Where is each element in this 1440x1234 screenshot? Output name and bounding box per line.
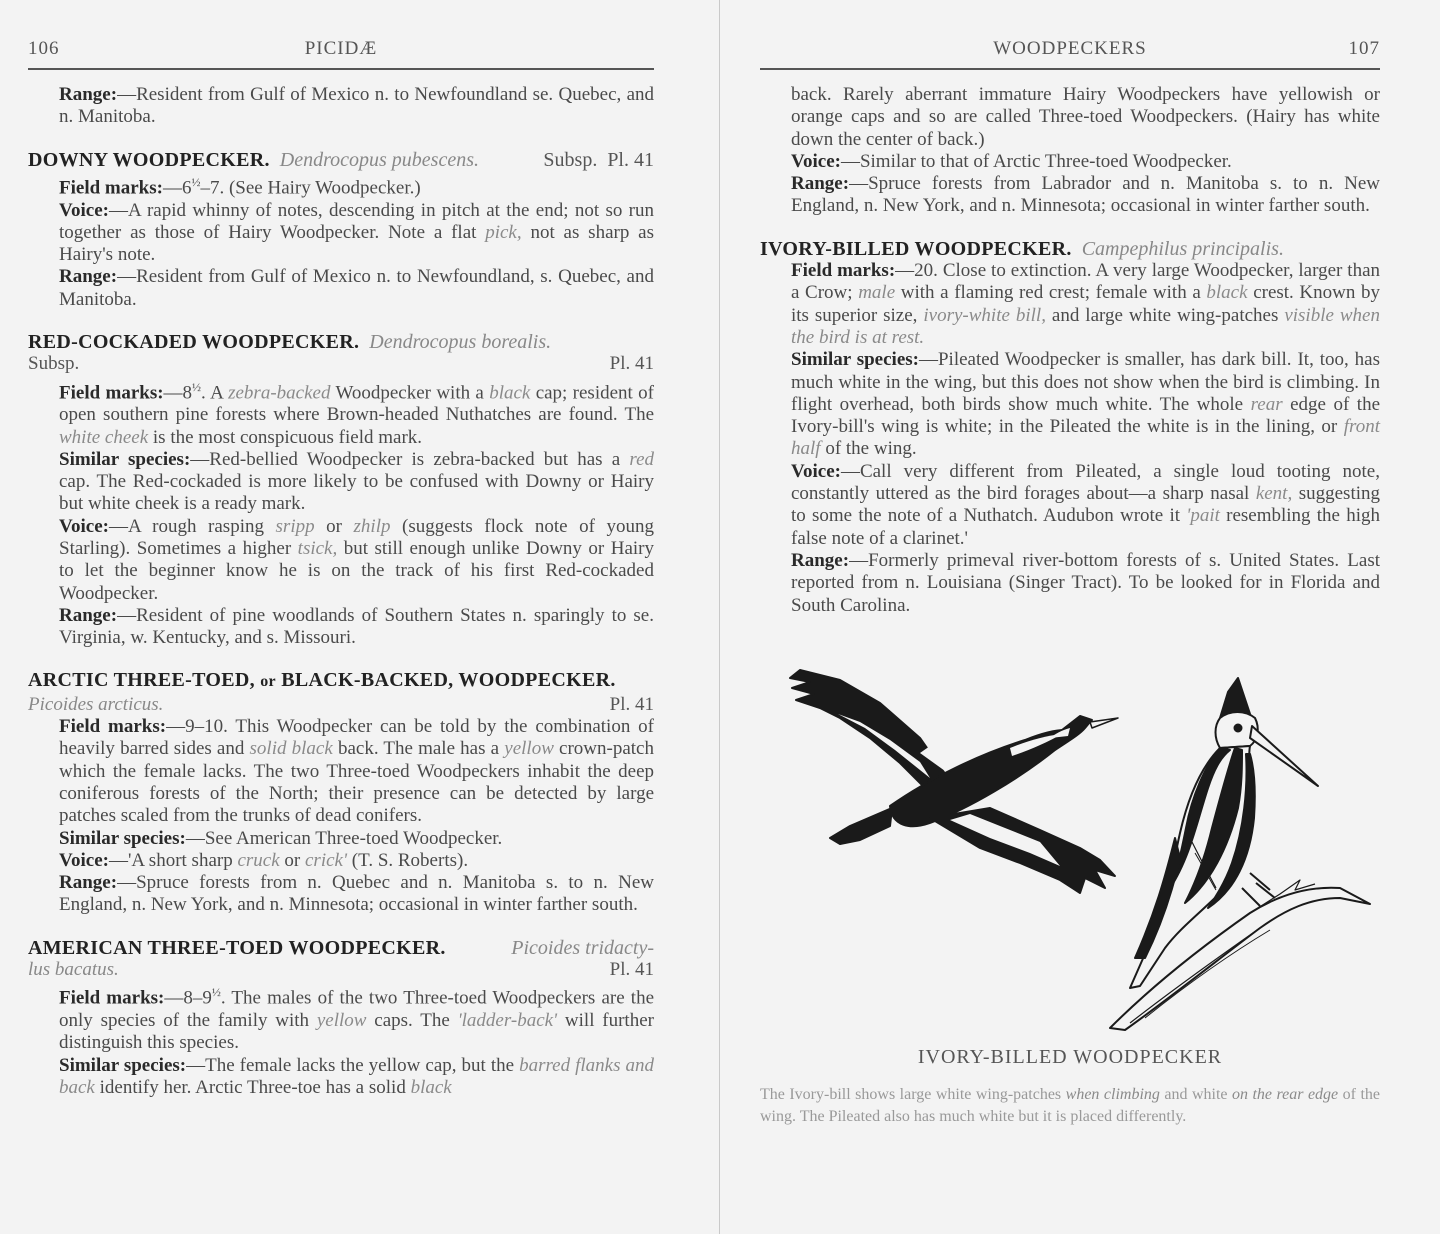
species-arctic-three-toed: ARCTIC THREE-TOED, or BLACK-BACKED, WOODPECKER. Picoides arcticus. Pl. 41 Field marks:—9–10. This Woodpecker can be told by the combination of heavily barred sides and solid black back. The male has a yellow crown-patch which the female lacks. The two Three-toed Woodpeckers inhabit the deep coniferous forests of the North; their presence can be detected by large patches scaled from the trunks of dead conifers. Similar species:—See American Three-toed Woodpecker. Voice:—'A short sharp cruck or crick' (T. S. Roberts). Range:—Spruce forests from n. Quebec and n. Manitoba s. to n. New England, n. New York, and n. Minnesota; occasional in winter farther south. xyxy=(28,669,654,916)
ivory-billed-woodpecker-illustration xyxy=(780,658,1380,1038)
perched-woodpecker xyxy=(1110,678,1370,1030)
species-ivory-billed: IVORY-BILLED WOODPECKER. Campephilus principalis. Field marks:—20. Close to extinction. A very large Woodpecker, larger than a Crow; male with a flaming red crest; female with a black crest. Known by its superior size, ivory-white bill, and large white wing-patches visible when the bird is at rest. Similar species:—Pileated Woodpecker is smaller, has dark bill. It, too, has much white in the wing, but this does not show when the bird is climbing. In flight overhead, both birds show much white. The whole rear edge of the Ivory-bill's wing is white; in the Pileated the white is in the lining, or front half of the wing. Voice:—Call very different from Pileated, a single loud tooting note, constantly uttered as the bird forages about—a sharp nasal kent, suggesting to some the note of a Nuthatch. Audubon wrote it 'pait resembling the high false note of a clarinet.' Range:—Formerly primeval river-bottom forests of s. United States. Last reported from n. Louisiana (Singer Tract). To be looked for in Florida and South Carolina. xyxy=(760,237,1381,616)
species-downy: DOWNY WOODPECKER. Dendrocopus pubescens. Subsp. Pl. 41 Field $marks:—6^{\frac{1}{2}}-7$. (See Hairy Woodpecker.) Voice:—A rapid whinny of notes, descending in pitch at the end; not so run together as those of Hairy Woodpecker. Note a flat pick, not as sharp as Hairy's note. Range:—Resident from Gulf of Mexico n. to Newfoundland, s. Quebec, and Manitoba. xyxy=(28,148,654,310)
page-107 xyxy=(720,0,1440,1234)
species-heading: AMERICAN THREE-TOED WOODPECKER. Picoides tridacty- xyxy=(28,936,654,959)
page-106 xyxy=(0,0,719,1234)
continuation-american-three-toed: back. Rarely aberrant immature Hairy Woodpeckers have yellowish or orange caps and so are called Three-toed Woodpeckers. (Hairy has white down the center of back.) Voice:—Similar to that of Arctic Three-toed Woodpecker. Range:—Spruce forests from Labrador and n. Manitoba s. to n. New England, n. New York, and n. Minnesota; occasional in winter farther south. xyxy=(791,84,1380,217)
figure-caption: The Ivory-bill shows large white wing-patches when climbing and white on the rear edge of the wing. The Pileated also has much white but it is placed differently. xyxy=(760,1086,1381,1125)
species-heading: RED-COCKADED WOODPECKER. Dendrocopus borealis. xyxy=(28,331,552,353)
header-rule xyxy=(760,68,1380,70)
header-rule xyxy=(28,68,654,70)
species-heading: ARCTIC THREE-TOED, or BLACK-BACKED, WOODPECKER. xyxy=(28,669,616,692)
top-range: Range:—Resident from Gulf of Mexico n. to Newfoundland se. Quebec, and n. Manitoba. xyxy=(59,84,654,128)
species-american-three-toed: AMERICAN THREE-TOED WOODPECKER. Picoides tridacty- lus bacatus. Pl. 41 Field $marks:—8-9^{\frac{1}{2}}$. The males of the two Three-toed Woodpeckers are the only species of the family with yellow caps. The 'ladder-back' will further distinguish this species. Similar species:—The female lacks the yellow cap, but the barred flanks and back identify her. Arctic Three-toe has a solid black xyxy=(28,936,655,1098)
page-number: 107 xyxy=(1348,38,1380,59)
species-heading: DOWNY WOODPECKER. Dendrocopus pubescens. Subsp. Pl. 41 xyxy=(28,148,654,171)
flying-woodpecker xyxy=(790,670,1118,893)
running-head-right xyxy=(760,38,1380,64)
right-column xyxy=(760,84,1380,637)
figure-title: IVORY-BILLED WOODPECKER xyxy=(917,1046,1223,1068)
running-head-left xyxy=(28,38,654,64)
running-title: PICIDÆ xyxy=(304,38,378,59)
running-title: WOODPECKERS xyxy=(993,38,1147,59)
page-number: 106 xyxy=(28,38,60,59)
species-heading: IVORY-BILLED WOODPECKER. Campephilus principalis. xyxy=(760,237,1284,260)
left-column xyxy=(28,84,654,1119)
species-red-cockaded: RED-COCKADED WOODPECKER. Dendrocopus borealis. Subsp. Pl. 41 Field $marks:—8^{\frac{1}{2}}$. A zebra-backed Woodpecker with a black cap; resident of open southern pine forests where Brown-headed Nuthatches are found. The white cheek is the most conspicuous field mark. Similar species:—Red-bellied Woodpecker is zebra-backed but has a red cap. The Red-cockaded is more likely to be confused with Downy or Hairy but white cheek is a ready mark. Voice:—A rough rasping sripp or zhilp (suggests flock note of young Starling). Sometimes a higher tsick, but still enough unlike Downy or Hairy to let the beginner know he is on the track of his first Red-cockaded Woodpecker. Range:—Resident of pine woodlands of Southern States n. sparingly to se. Virginia, w. Kentucky, and s. Missouri. xyxy=(28,331,655,649)
